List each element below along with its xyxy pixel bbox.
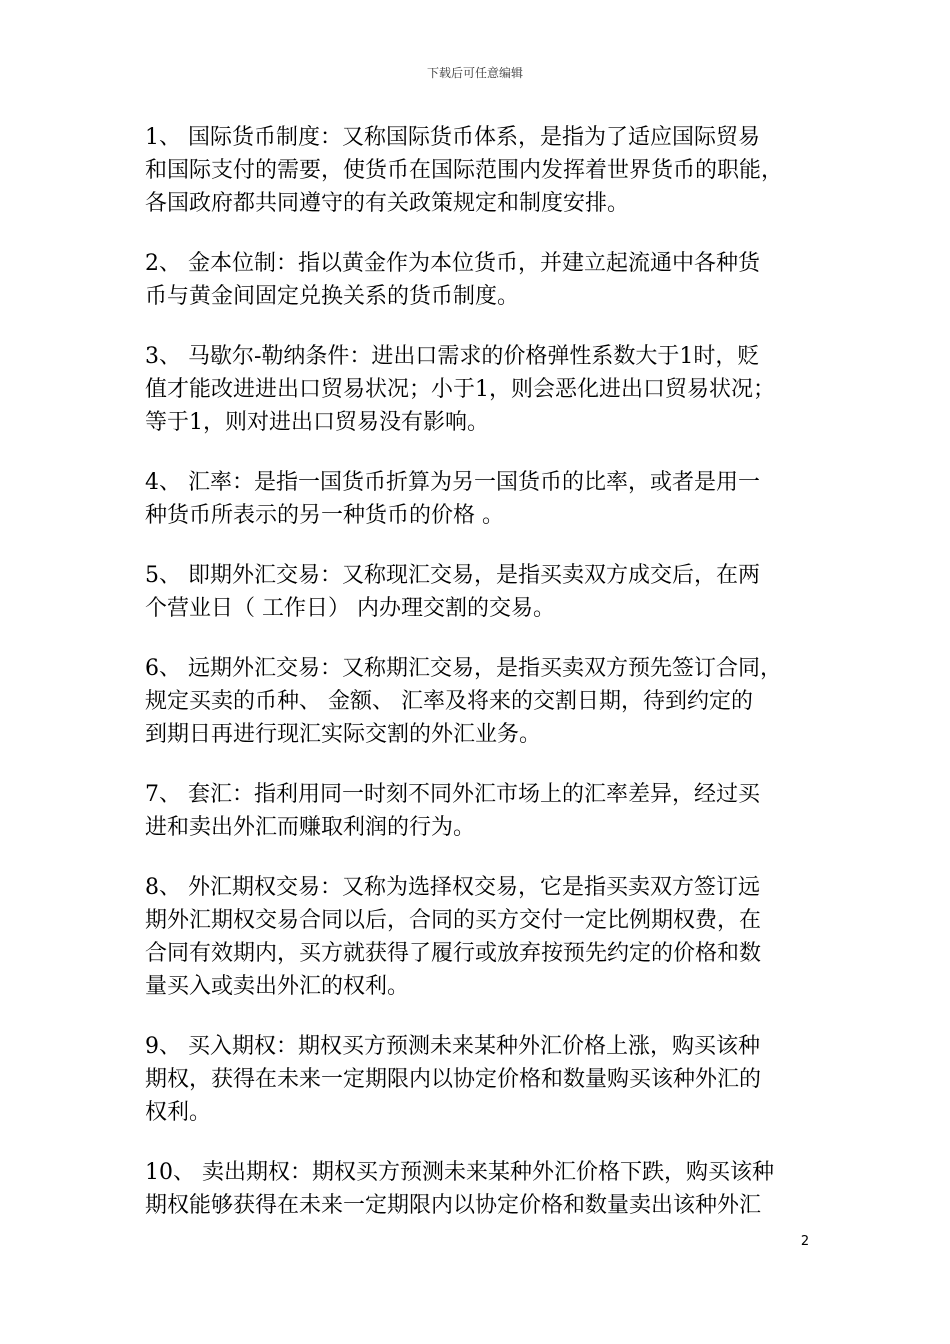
text-line: 9、 买入期权：期权买方预测未来某种外汇价格上涨，购买该种 (145, 1034, 760, 1059)
text-line: 和国际支付的需要，使货币在国际范围内发挥着世界货币的职能， (145, 158, 784, 183)
text-line: 5、 即期外汇交易：又称现汇交易，是指买卖双方成交后，在两 (145, 563, 760, 588)
text-line: 个营业日（ 工作日） 内办理交割的交易。 (145, 596, 555, 621)
text-line: 4、 汇率：是指一国货币折算为另一国货币的比率，或者是用一 (145, 470, 760, 495)
page-header: 下载后可任意编辑 (426, 66, 523, 80)
text-line: 期权，获得在未来一定期限内以协定价格和数量购买该种外汇的 (145, 1067, 762, 1092)
text-line: 种货币所表示的另一种货币的价格 。 (145, 503, 504, 528)
text-line: 6、 远期外汇交易：又称期汇交易，是指买卖双方预先签订合同， (145, 656, 782, 681)
text-line: 权利。 (145, 1100, 212, 1125)
text-line: 8、 外汇期权交易：又称为选择权交易，它是指买卖双方签订远 (145, 875, 760, 900)
definition-item-5 (145, 559, 801, 625)
text-line: 合同有效期内，买方就获得了履行或放弃按预先约定的价格和数 (145, 941, 762, 966)
text-line: 3、 马歇尔-勒纳条件：进出口需求的价格弹性系数大于1时，贬 (145, 344, 760, 369)
definition-item-7 (145, 778, 801, 844)
text-line: 7、 套汇：指利用同一时刻不同外汇市场上的汇率差异，经过买 (145, 782, 760, 807)
text-line: 规定买卖的币种、 金额、 汇率及将来的交割日期，待到约定的 (145, 689, 753, 714)
text-line: 期权能够获得在未来一定期限内以协定价格和数量卖出该种外汇 (145, 1193, 762, 1218)
text-line: 2、 金本位制：指以黄金作为本位货币，并建立起流通中各种货 (145, 251, 760, 276)
definition-item-1 (145, 121, 801, 220)
definition-item-3 (145, 340, 801, 439)
definition-item-9 (145, 1030, 801, 1129)
text-line: 各国政府都共同遵守的有关政策规定和制度安排。 (145, 191, 630, 216)
text-line: 1、 国际货币制度：又称国际货币体系，是指为了适应国际贸易 (145, 125, 760, 150)
text-line: 10、 卖出期权：期权买方预测未来某种外汇价格下跌，购买该种 (145, 1160, 774, 1185)
text-line: 量买入或卖出外汇的权利。 (145, 974, 410, 999)
definition-item-2 (145, 247, 801, 313)
text-line: 到期日再进行现汇实际交割的外汇业务。 (145, 722, 542, 747)
text-line: 值才能改进进出口贸易状况；小于1，则会恶化进出口贸易状况； (145, 377, 775, 402)
text-line: 币与黄金间固定兑换关系的货币制度。 (145, 284, 520, 309)
text-line: 进和卖出外汇而赚取利润的行为。 (145, 815, 476, 840)
page-number: 2 (800, 1234, 810, 1249)
definition-item-8 (145, 871, 801, 1003)
definition-item-4 (145, 466, 801, 532)
definition-item-10 (145, 1156, 801, 1222)
text-line: 等于1，则对进出口贸易没有影响。 (145, 410, 489, 435)
document-body (145, 121, 801, 1249)
definition-item-6 (145, 652, 801, 751)
text-line: 期外汇期权交易合同以后，合同的买方交付一定比例期权费，在 (145, 908, 762, 933)
